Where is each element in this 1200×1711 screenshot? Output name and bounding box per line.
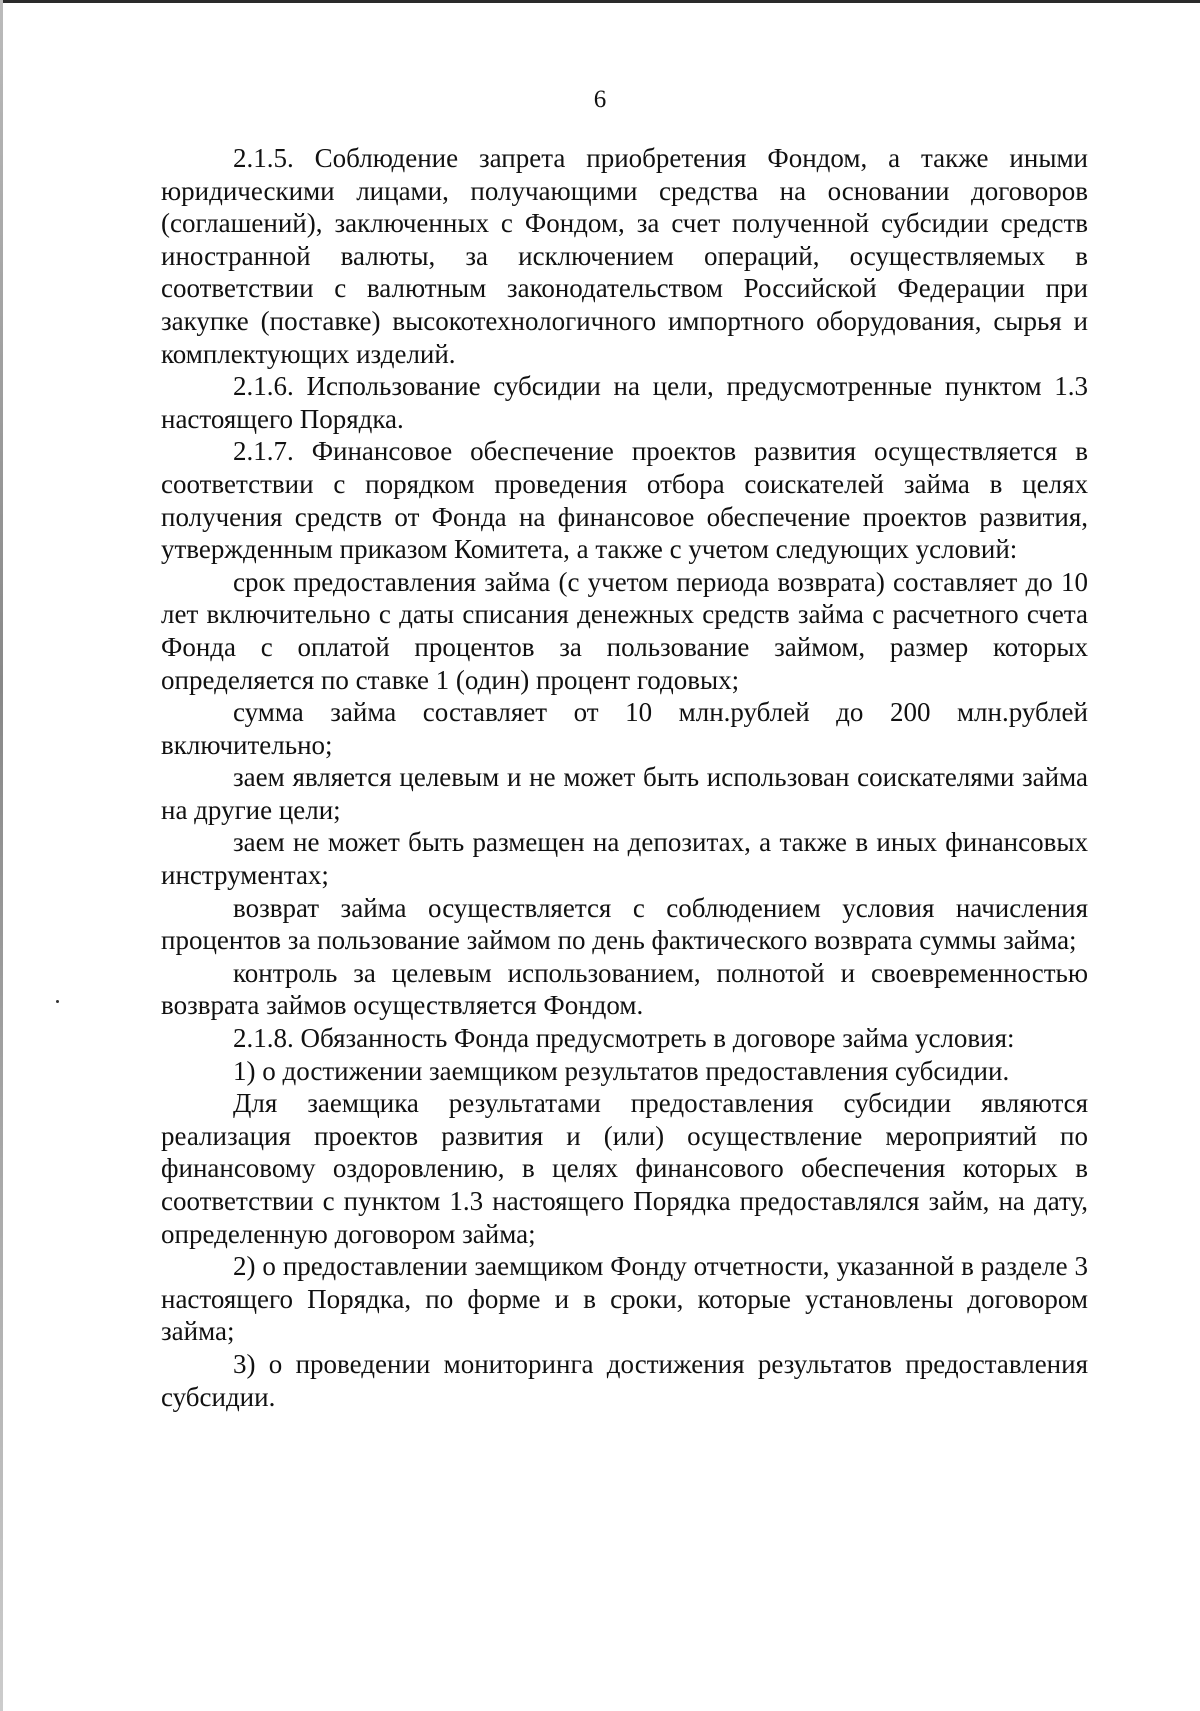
item-1-results: 1) о достижении заемщиком результатов предоставления субсидии. (233, 1055, 1010, 1086)
results-definition: Для заемщика результатами предоставления субсидии являются реализация проектов развития и (или) осуществление мероприятий по финансовому оздоровлению, в целях финансового обеспечения которых в соответствии с пунктом 1.3 настоящего Порядка предоставлялся займ, на дату, определенную договором займа; (161, 1088, 1088, 1249)
condition-loan-term: срок предоставления займа (с учетом периода возврата) составляет до 10 лет включительно с даты списания денежных средств займа с расчетного счета Фонда с оплатой процентов за пользование займом, размер которых определяется по ставке 1 (один) процент годовых; (161, 566, 1088, 695)
paragraph-2-1-6: 2.1.6. Использование субсидии на цели, предусмотренные пунктом 1.3 настоящего Порядка. (161, 371, 1088, 434)
document-body (161, 142, 1088, 1413)
scan-edge-top (0, 0, 1200, 3)
item-3-monitoring: 3) о проведении мониторинга достижения результатов предоставления субсидии. (161, 1348, 1088, 1412)
page-number: 6 (593, 86, 607, 113)
paragraph-2-1-5: 2.1.5. Соблюдение запрета приобретения Фондом, а также иными юридическими лицами, получающими средства на основании договоров (соглашений), заключенных с Фондом, за счет полученной субсидии средств иностранной валюты, за исключением операций, осуществляемых в соответствии с валютным законодательством Российской Федерации при закупке (поставке) высокотехнологичного импортного оборудования, сырья и комплектующих изделий. (161, 143, 1088, 369)
condition-loan-amount: сумма займа составляет от 10 млн.рублей до 200 млн.рублей включительно; (161, 697, 1088, 760)
scan-edge-left (0, 0, 3, 1711)
condition-control: контроль за целевым использованием, полнотой и своевременностью возврата займов осуществляется Фондом. (161, 957, 1088, 1021)
scan-speck (56, 1000, 59, 1003)
condition-targeted-use: заем является целевым и не может быть использован соискателями займа на другие цели; (161, 762, 1088, 825)
paragraph-2-1-8: 2.1.8. Обязанность Фонда предусмотреть в договоре займа условия: (233, 1023, 1015, 1054)
condition-no-deposits: заем не может быть размещен на депозитах, а также в иных финансовых инструментах; (161, 827, 1088, 891)
item-2-reporting: 2) о предоставлении заемщиком Фонду отчетности, указанной в разделе 3 настоящего Порядка, по форме и в сроки, которые установлены договором займа; (161, 1251, 1088, 1347)
condition-repayment: возврат займа осуществляется с соблюдением условия начисления процентов за пользование займом по день фактического возврата суммы займа; (161, 892, 1088, 956)
paragraph-2-1-7: 2.1.7. Финансовое обеспечение проектов развития осуществляется в соответствии с порядком проведения отбора соискателей займа в целях получения средств от Фонда на финансовое обеспечение проектов развития, утвержденным приказом Комитета, а также с учетом следующих условий: (161, 436, 1088, 565)
